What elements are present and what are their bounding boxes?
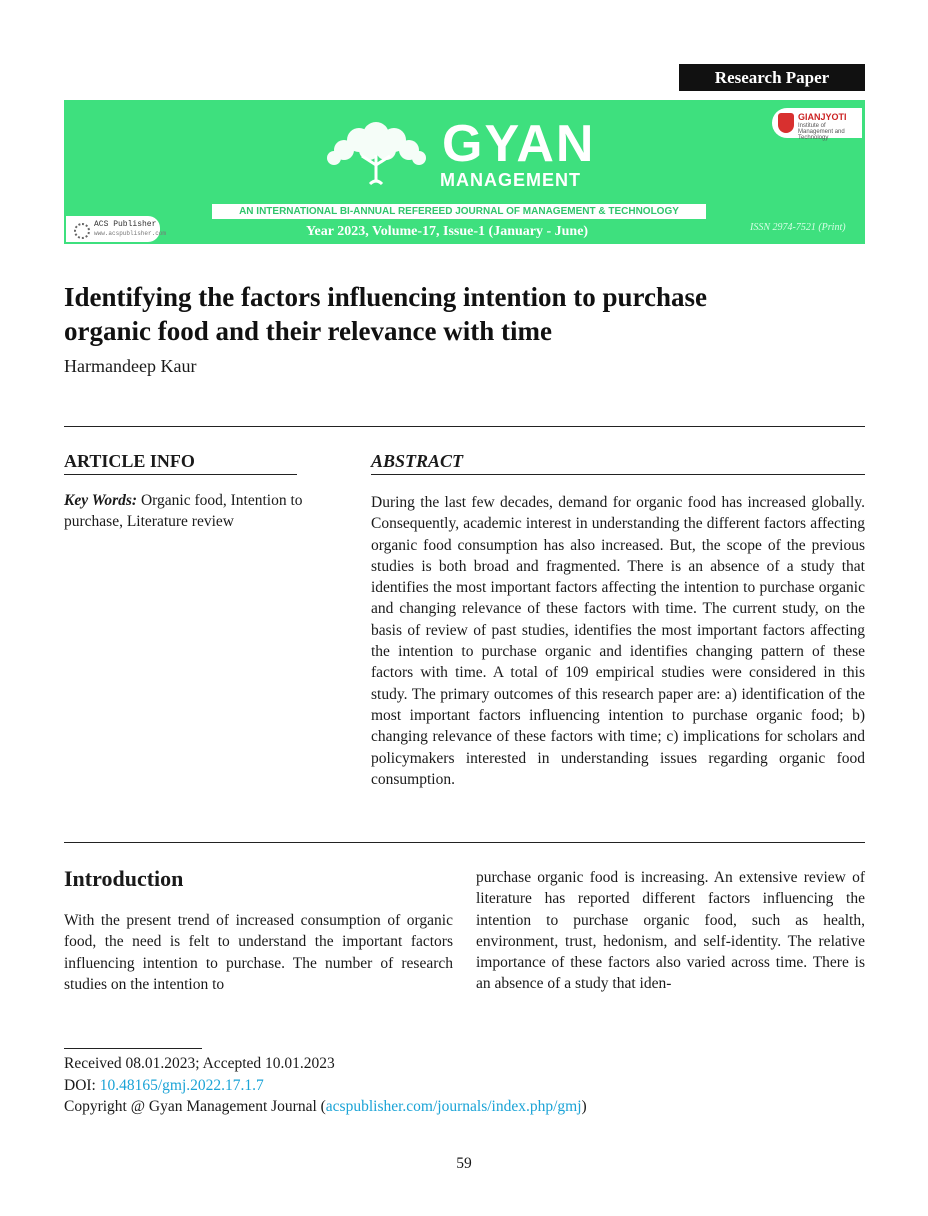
divider — [64, 474, 297, 475]
keywords-text: Organic food, Intention to purchase, Literature review — [64, 492, 303, 530]
acs-logo-icon — [74, 223, 90, 239]
author: Harmandeep Kaur — [64, 356, 197, 376]
shield-icon — [778, 113, 794, 133]
acs-badge-text: ACS Publisher — [94, 220, 157, 229]
keywords — [64, 490, 304, 532]
copyright-line — [64, 1096, 587, 1118]
divider — [64, 426, 865, 427]
copyright-prefix: Copyright @ Gyan Management Journal ( — [64, 1098, 326, 1115]
issn: ISSN 2974-7521 (Print) — [750, 222, 846, 233]
acs-publisher-badge — [66, 216, 167, 242]
keywords-label: Key Words: — [64, 492, 138, 509]
institute-logo-subtext: Institute of Management and Technology — [798, 123, 845, 141]
introduction-heading: Introduction — [64, 866, 184, 891]
journal-link[interactable]: acspublisher.com/journals/index.php/gmj — [325, 1098, 582, 1115]
title-line-2: organic food and their relevance with time — [64, 316, 552, 346]
acs-badge-subtext: www.acspublisher.com — [94, 230, 167, 237]
article-title — [64, 280, 864, 348]
abstract-text: During the last few decades, demand for organic food has increased globally. Consequently, academic interest in understanding the different factors affecting organic food consumption has also increased. But, the scope of the previous studies is both broad and fragmented. There is an absence of a study that identifies the most important factors affecting the intention to purchase organic and changing relevance of these factors with time. The current study, on the basis of review of past studies, identifies the most important factors affecting the intention to purchase organic and identifies changing pattern of these factors with time. A total of 109 empirical studies were considered in this study. The primary outcomes of this research paper are: a) identification of the most important factors influencing intention to purchase organic food; b) changing relevance of these factors with time; c) implications for scholars and policymakers interested in understanding issues regarding organic food consumption. — [371, 494, 865, 788]
footnotes — [64, 1053, 587, 1118]
doi-line — [64, 1075, 587, 1097]
journal-logo-text: GYAN — [442, 115, 596, 173]
abstract-heading: ABSTRACT — [371, 451, 464, 471]
issue-info: Year 2023, Volume-17, Issue-1 (January - June) — [306, 224, 589, 239]
journal-banner — [64, 100, 865, 244]
introduction-left-column: With the present trend of increased consumption of organic food, the need is felt to understand the important factors influencing intention to purchase. The number of research studies on the intention to — [64, 912, 453, 993]
article-info-heading: ARTICLE INFO — [64, 451, 195, 471]
institute-logo — [772, 108, 862, 141]
introduction-right-column: purchase organic food is increasing. An extensive review of literature has reported different factors influencing the intention to purchase organic food, such as health, environment, trust, hedonism, and self-identity. The relative importance of these factors also varied across time. There is an absence of a study that iden- — [476, 869, 865, 993]
copyright-suffix: ) — [581, 1098, 587, 1115]
journal-tagline: AN INTERNATIONAL BI-ANNUAL REFEREED JOURNAL OF MANAGEMENT & TECHNOLOGY — [212, 204, 706, 219]
institute-logo-text: GIANJYOTI — [798, 112, 847, 122]
page-number: 59 — [456, 1155, 472, 1172]
divider — [371, 474, 865, 475]
title-line-1: Identifying the factors influencing intention to purchase — [64, 282, 708, 312]
footnote-divider — [64, 1048, 202, 1049]
tree-logo-icon — [314, 120, 434, 190]
doi-link[interactable]: 10.48165/gmj.2022.17.1.7 — [99, 1076, 264, 1094]
doi-label: DOI: — [64, 1076, 100, 1094]
received-date: Received 08.01.2023; Accepted 10.01.2023 — [64, 1055, 335, 1072]
research-paper-label: Research Paper — [679, 64, 865, 91]
journal-logo-subtext: MANAGEMENT — [440, 170, 581, 190]
divider — [64, 842, 865, 843]
